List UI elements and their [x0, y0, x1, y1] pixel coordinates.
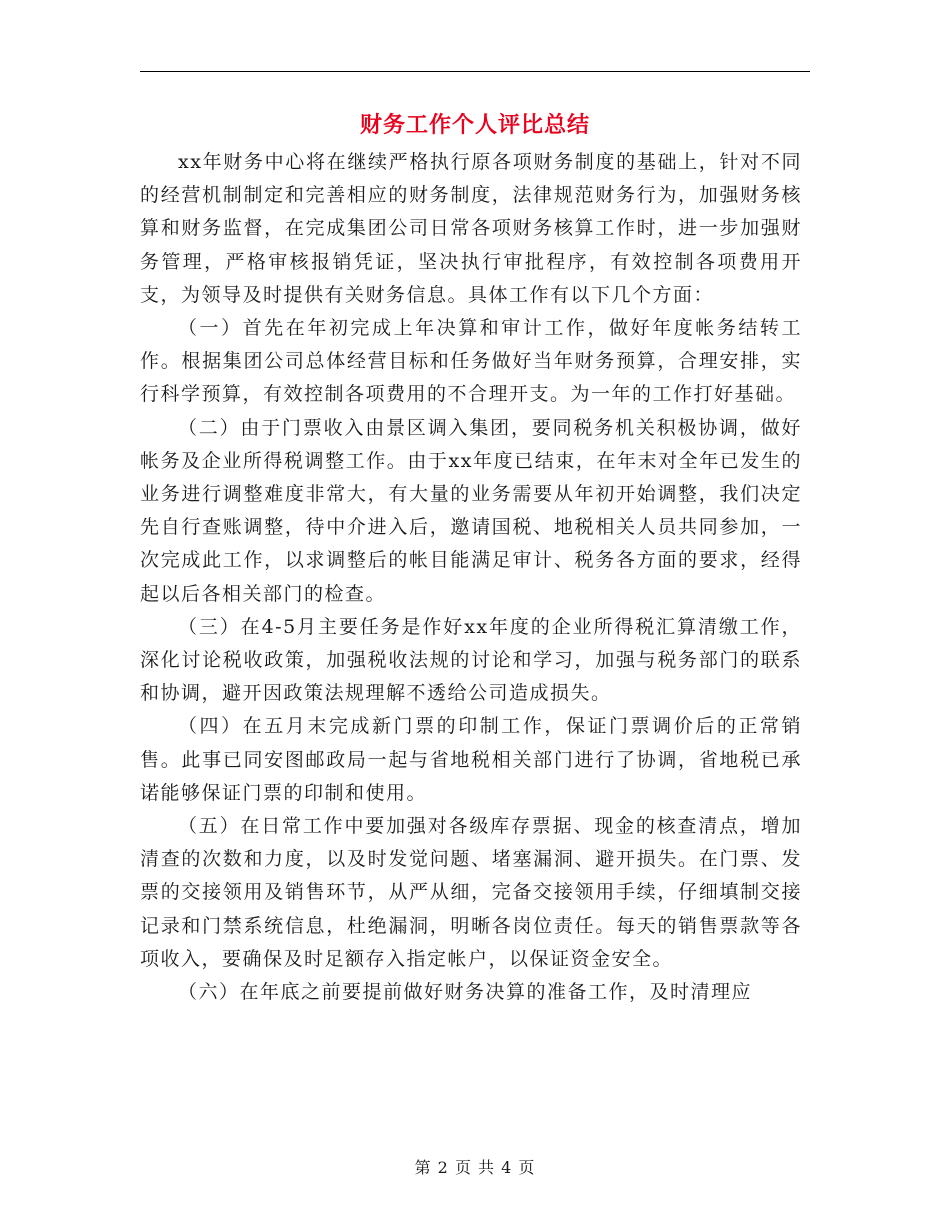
paragraph-item-3: （三）在4-5月主要任务是作好xx年度的企业所得税汇算清缴工作，深化讨论税收政策，加强税收法规的讨论和学习，加强与税务部门的联系和协调，避开因政策法规理解不透给公司造成损失。	[140, 615, 802, 705]
document-body	[140, 146, 802, 1009]
document-title: 财务工作个人评比总结	[359, 112, 590, 138]
paragraph-intro: xx年财务中心将在继续严格执行原各项财务制度的基础上，针对不同的经营机制制定和完善相应的财务制度，法律规范财务行为，加强财务核算和财务监督，在完成集团公司日常各项财务核算工作时，进一步加强财务管理，严格审核报销凭证，坚决执行审批程序，有效控制各项费用开支，为领导及时提供有关财务信息。具体工作有以下几个方面：	[140, 151, 802, 306]
paragraph-item-5: （五）在日常工作中要加强对各级库存票据、现金的核查清点，增加清查的次数和力度，以及时发觉问题、堵塞漏洞、避开损失。在门票、发票的交接领用及销售环节，从严从细，完备交接领用手续，仔细填制交接记录和门禁系统信息，杜绝漏洞，明晰各岗位责任。每天的销售票款等各项收入，要确保及时足额存入指定帐户，以保证资金安全。	[140, 815, 802, 970]
header-rule	[140, 71, 810, 72]
page-footer	[0, 1156, 950, 1180]
paragraph-item-4: （四）在五月末完成新门票的印制工作，保证门票调价后的正常销售。此事已同安图邮政局一起与省地税相关部门进行了协调，省地税已承诺能够保证门票的印制和使用。	[140, 715, 802, 804]
paragraph-item-1: （一）首先在年初完成上年决算和审计工作，做好年度帐务结转工作。根据集团公司总体经营目标和任务做好当年财务预算，合理安排，实行科学预算，有效控制各项费用的不合理开支。为一年的工作打好基础。	[140, 317, 802, 406]
paragraph-item-2: （二）由于门票收入由景区调入集团，要同税务机关积极协调，做好帐务及企业所得税调整工作。由于xx年度已结束，在年末对全年已发生的业务进行调整难度非常大，有大量的业务需要从年初开始调整，我们决定先自行查账调整，待中介进入后，邀请国税、地税相关人员共同参加，一次完成此工作，以求调整后的帐目能满足审计、税务各方面的要求，经得起以后各相关部门的检查。	[140, 416, 802, 605]
paragraph-item-6: （六）在年底之前要提前做好财务决算的准备工作，及时清理应	[178, 981, 753, 1004]
page-number: 第 2 页 共 4 页	[414, 1158, 536, 1177]
